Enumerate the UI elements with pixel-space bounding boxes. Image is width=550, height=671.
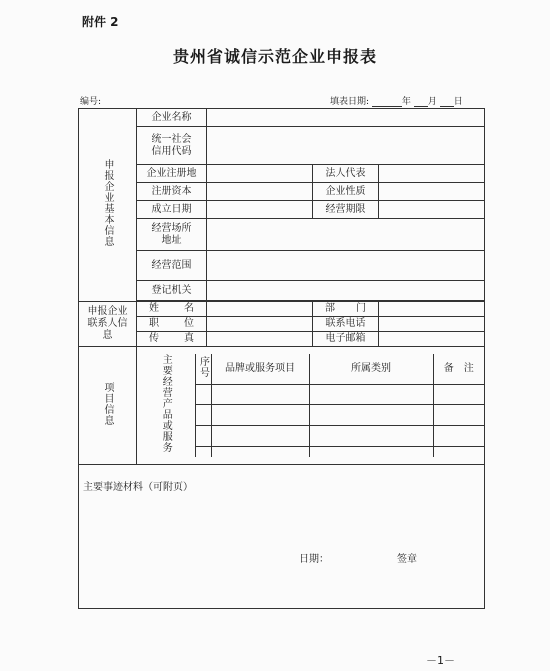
authority-field[interactable]: [207, 281, 485, 301]
term-field[interactable]: [379, 201, 485, 219]
col-remark-header: 备 注: [433, 354, 484, 384]
row-brand-cell[interactable]: [211, 405, 309, 426]
nature-field[interactable]: [379, 183, 485, 201]
material-label: 主要事迹材料（可附页）: [83, 482, 193, 493]
fax-label: 传 真: [137, 332, 207, 347]
col-category-header: 所属类别: [309, 354, 433, 384]
fill-date: [330, 94, 463, 107]
legal-rep-label: 法人代表: [313, 165, 379, 183]
row-no-cell[interactable]: [195, 447, 211, 457]
reg-place-label: 企业注册地: [137, 165, 207, 183]
position-field[interactable]: [207, 317, 313, 332]
dept-field[interactable]: [379, 302, 485, 317]
contact-name-field[interactable]: [207, 302, 313, 317]
col-brand-header: 品牌或服务项目: [211, 354, 309, 384]
row-category-cell[interactable]: [309, 405, 433, 426]
row-category-cell[interactable]: [309, 384, 433, 405]
phone-label: 联系电话: [313, 317, 379, 332]
nature-label: 企业性质: [313, 183, 379, 201]
row-remark-cell[interactable]: [433, 447, 484, 457]
credit-code-field[interactable]: [207, 127, 485, 165]
month-label: 月: [427, 97, 437, 107]
attachment-label: 附件 2: [82, 15, 119, 29]
credit-code-label: 统一社会信用代码: [137, 127, 207, 165]
row-no-cell[interactable]: [195, 426, 211, 447]
reg-capital-label: 注册资本: [137, 183, 207, 201]
row-no-cell[interactable]: [195, 384, 211, 405]
reg-place-field[interactable]: [207, 165, 313, 183]
row-no-cell[interactable]: [195, 405, 211, 426]
day-blank[interactable]: [440, 97, 454, 107]
dept-label: 部 门: [313, 302, 379, 317]
legal-rep-field[interactable]: [379, 165, 485, 183]
row-remark-cell[interactable]: [433, 384, 484, 405]
serial-label: 编号:: [80, 97, 102, 107]
email-field[interactable]: [379, 332, 485, 347]
company-name-field[interactable]: [207, 109, 485, 127]
row-category-cell[interactable]: [309, 447, 433, 457]
day-label: 日: [453, 97, 463, 107]
material-section[interactable]: [79, 465, 485, 609]
month-blank[interactable]: [414, 97, 428, 107]
scope-field[interactable]: [207, 251, 485, 281]
term-label: 经营期限: [313, 201, 379, 219]
row-brand-cell[interactable]: [211, 426, 309, 447]
year-blank[interactable]: [372, 97, 402, 107]
row-remark-cell[interactable]: [433, 426, 484, 447]
row-brand-cell[interactable]: [211, 447, 309, 457]
company-name-label: 企业名称: [137, 109, 207, 127]
row-remark-cell[interactable]: [433, 405, 484, 426]
phone-field[interactable]: [379, 317, 485, 332]
reg-capital-field[interactable]: [207, 183, 313, 201]
form-title: 贵州省诚信示范企业申报表: [172, 47, 377, 66]
founded-field[interactable]: [207, 201, 313, 219]
contact-name-label: 姓 名: [137, 302, 207, 317]
authority-label: 登记机关: [137, 281, 207, 301]
basic-section-header: 申报企业基本信息: [79, 109, 137, 302]
address-field[interactable]: [207, 219, 485, 251]
position-label: 职 位: [137, 317, 207, 332]
email-label: 电子邮箱: [313, 332, 379, 347]
year-label: 年: [401, 97, 411, 107]
project-table: [137, 354, 484, 457]
col-no-header: 序号: [195, 354, 211, 384]
row-brand-cell[interactable]: [211, 384, 309, 405]
fax-field[interactable]: [207, 332, 313, 347]
contact-section-header: 申报企业联系人信息: [79, 302, 137, 347]
material-date-label: 日期：: [299, 554, 329, 565]
fill-date-label: 填表日期:: [330, 97, 370, 107]
founded-label: 成立日期: [137, 201, 207, 219]
application-form: [78, 108, 485, 609]
row-category-cell[interactable]: [309, 426, 433, 447]
page-number: －1－: [426, 654, 455, 667]
project-section-header: 项目信息: [79, 347, 137, 465]
address-label: 经营场所地址: [137, 219, 207, 251]
material-sign-label: 签章: [397, 554, 417, 565]
scope-label: 经营范围: [137, 251, 207, 281]
products-header: 主要经营产品或服务: [137, 354, 195, 457]
